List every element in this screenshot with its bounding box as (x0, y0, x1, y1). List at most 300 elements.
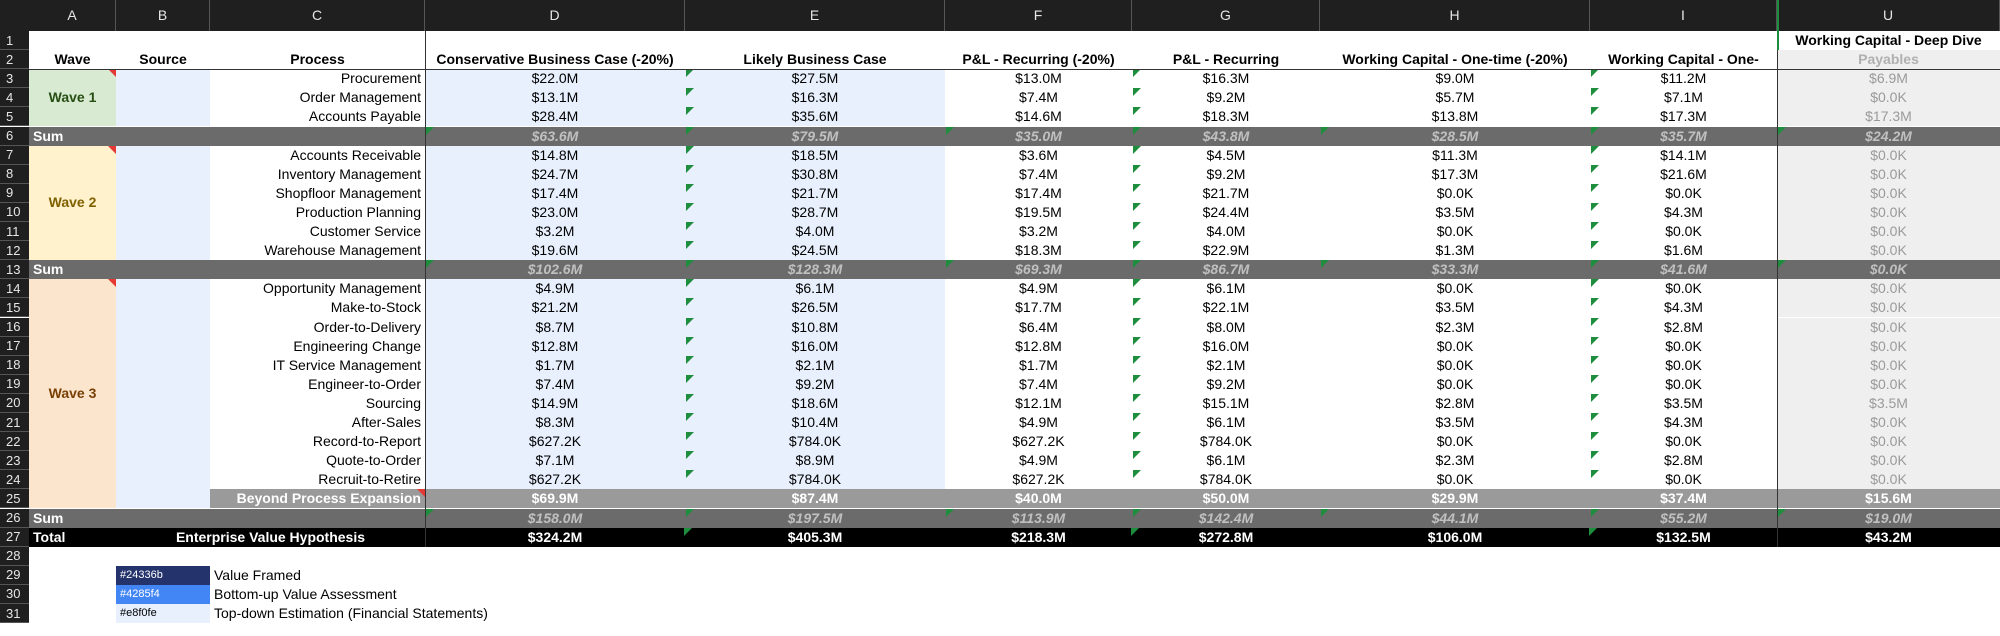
row-header-2[interactable]: 2 (0, 50, 29, 69)
process-name[interactable]: Shopfloor Management (275, 184, 421, 201)
column-header-h[interactable]: H (1320, 0, 1590, 31)
value-cell-i[interactable]: $4.3M (1664, 414, 1703, 431)
note-marker-icon (108, 69, 116, 77)
legend-label[interactable]: Top-down Estimation (Financial Statements) (214, 605, 488, 622)
value-cell-g[interactable]: $16.3M (1202, 70, 1250, 87)
sum-value[interactable]: $24.2M (1865, 127, 1912, 144)
value-cell-d[interactable]: $14.9M (531, 394, 579, 411)
bpe-label[interactable]: Beyond Process Expansion (236, 490, 421, 507)
column-header-b[interactable]: B (116, 0, 210, 31)
comment-marker-icon (1133, 432, 1141, 440)
deep-dive-header[interactable]: Working Capital - Deep Dive (1795, 32, 1982, 49)
process-name[interactable]: Sourcing (365, 394, 421, 411)
row-header-16[interactable]: 16 (0, 318, 29, 337)
legend-label[interactable]: Value Framed (214, 566, 301, 583)
sum-label[interactable]: Sum (33, 261, 64, 278)
value-cell-f[interactable]: $7.4M (1019, 375, 1058, 392)
value-cell-u[interactable]: $0.0K (1777, 241, 2000, 260)
row-header-31[interactable]: 31 (0, 604, 29, 623)
value-cell-e[interactable]: $26.5M (791, 299, 839, 316)
conservative-header[interactable]: Conservative Business Case (-20%) (436, 51, 674, 68)
value-cell-f[interactable]: $1.7M (1019, 356, 1058, 373)
value-cell-f[interactable]: $17.4M (1015, 184, 1062, 201)
value-cell-f[interactable]: $14.6M (1015, 108, 1062, 125)
column-header-e[interactable]: E (685, 0, 945, 31)
value-cell-i[interactable]: $0.0K (1665, 433, 1702, 450)
row-header-23[interactable]: 23 (0, 451, 29, 470)
value-cell-g[interactable]: $4.5M (1206, 146, 1246, 163)
value-cell-d[interactable]: $4.9M (535, 280, 575, 297)
value-cell-d[interactable]: $7.1M (535, 452, 575, 469)
total-value[interactable]: $405.3M (787, 528, 843, 545)
value-cell-u[interactable]: $0.0K (1777, 298, 2000, 317)
comment-marker-icon (1133, 88, 1141, 96)
value-cell-i[interactable]: $14.1M (1660, 146, 1707, 163)
total-value[interactable]: $218.3M (1011, 528, 1066, 545)
row-header-14[interactable]: 14 (0, 279, 29, 298)
value-cell-h[interactable]: $0.0K (1436, 280, 1474, 297)
source-header[interactable]: Source (139, 51, 187, 68)
value-cell-u[interactable]: $0.0K (1777, 279, 2000, 298)
row-header-7[interactable]: 7 (0, 146, 29, 165)
comment-marker-icon (1778, 509, 1786, 517)
comment-marker-icon (1589, 528, 1597, 536)
wave-header[interactable]: Wave (54, 51, 91, 68)
comment-marker-icon (1591, 451, 1599, 459)
row-header-19[interactable]: 19 (0, 375, 29, 394)
row-header-26[interactable]: 26 (0, 509, 29, 528)
value-cell-h[interactable]: $17.3M (1431, 165, 1479, 182)
value-cell-d[interactable]: $19.6M (531, 242, 579, 259)
row-header-17[interactable]: 17 (0, 337, 29, 356)
row-header-8[interactable]: 8 (0, 165, 29, 184)
value-cell-d[interactable]: $627.2K (528, 471, 582, 488)
legend-swatch[interactable]: #4285f4 (116, 585, 210, 604)
comment-marker-icon (686, 165, 694, 173)
total-value[interactable]: $106.0M (1427, 528, 1483, 545)
value-cell-e[interactable]: $28.7M (791, 203, 839, 220)
wave-label[interactable]: Wave 2 (29, 146, 116, 261)
comment-marker-icon (426, 509, 434, 517)
value-cell-d[interactable]: $8.7M (535, 318, 575, 335)
value-cell-f[interactable]: $4.9M (1019, 414, 1058, 431)
column-header-g[interactable]: G (1132, 0, 1320, 31)
value-cell-u[interactable]: $0.0K (1777, 375, 2000, 394)
row-header-13[interactable]: 13 (0, 260, 29, 279)
wave-label[interactable]: Wave 1 (29, 69, 116, 126)
process-name[interactable]: Order-to-Delivery (313, 318, 421, 335)
value-cell-g[interactable]: $8.0M (1206, 318, 1246, 335)
process-name[interactable]: Procurement (340, 70, 421, 87)
value-cell-i[interactable]: $21.6M (1660, 165, 1707, 182)
value-cell-h[interactable]: $5.7M (1435, 89, 1475, 106)
sum-value[interactable]: $113.9M (1011, 509, 1066, 526)
total-value[interactable]: $272.8M (1198, 528, 1254, 545)
value-cell-i[interactable]: $0.0K (1665, 280, 1702, 297)
value-cell-d[interactable]: $3.2M (535, 223, 575, 240)
value-cell-d[interactable]: $22.0M (531, 70, 579, 87)
comment-marker-icon (1133, 356, 1141, 364)
value-cell-h[interactable]: $2.3M (1435, 318, 1475, 335)
wc-onetime-header[interactable]: Working Capital - One- (1608, 51, 1759, 68)
sum-value[interactable]: $55.2M (1660, 509, 1707, 526)
row-header-28[interactable]: 28 (0, 547, 29, 566)
value-cell-h[interactable]: $11.3M (1432, 146, 1478, 163)
value-cell-g[interactable]: $24.4M (1202, 203, 1250, 220)
sum-value[interactable]: $41.6M (1660, 261, 1707, 278)
value-cell-i[interactable]: $0.0K (1665, 375, 1702, 392)
value-cell-u[interactable]: $0.0K (1777, 432, 2000, 451)
note-marker-icon (108, 279, 116, 287)
value-cell-f[interactable]: $13.0M (1015, 70, 1062, 87)
value-cell-i[interactable]: $3.5M (1664, 394, 1703, 411)
process-name[interactable]: Make-to-Stock (330, 299, 421, 316)
value-cell-g[interactable]: $9.2M (1206, 89, 1246, 106)
value-cell-g[interactable]: $18.3M (1202, 108, 1250, 125)
sum-value[interactable]: $35.0M (1015, 127, 1062, 144)
comment-marker-icon (1133, 222, 1141, 230)
value-cell-h[interactable]: $13.8M (1431, 108, 1479, 125)
value-cell-u[interactable]: $17.3M (1777, 107, 2000, 126)
value-cell-u[interactable]: $0.0K (1777, 88, 2000, 107)
row-header-12[interactable]: 12 (0, 241, 29, 260)
comment-marker-icon (1133, 298, 1141, 306)
process-name[interactable]: Quote-to-Order (326, 452, 421, 469)
comment-marker-icon (1591, 470, 1599, 478)
row-header-6[interactable]: 6 (0, 127, 29, 146)
value-cell-h[interactable]: $9.0M (1435, 70, 1475, 87)
value-cell-f[interactable]: $3.2M (1019, 223, 1058, 240)
value-cell-f[interactable]: $19.5M (1015, 203, 1062, 220)
value-cell-f[interactable]: $17.7M (1015, 299, 1062, 316)
column-header-i[interactable]: I (1590, 0, 1777, 31)
comment-marker-icon (1133, 203, 1141, 211)
row-header-21[interactable]: 21 (0, 413, 29, 432)
value-cell-f[interactable]: $4.9M (1019, 280, 1058, 297)
sum-value[interactable]: $86.7M (1202, 261, 1250, 278)
selection-indicator (1777, 0, 1779, 50)
row-header-15[interactable]: 15 (0, 298, 29, 317)
column-header-a[interactable]: A (29, 0, 116, 31)
value-cell-e[interactable]: $16.3M (791, 89, 839, 106)
comment-marker-icon (1778, 260, 1786, 268)
value-cell-u[interactable]: $0.0K (1777, 413, 2000, 432)
value-cell-e[interactable]: $10.4M (791, 414, 839, 431)
value-cell-e[interactable]: $24.5M (791, 242, 839, 259)
sum-value[interactable]: $0.0K (1869, 261, 1908, 278)
value-cell-d[interactable]: $23.0M (531, 203, 579, 220)
legend-swatch[interactable]: #24336b (116, 566, 210, 585)
value-cell-f[interactable]: $12.8M (1015, 337, 1062, 354)
value-cell-g[interactable]: $16.0M (1202, 337, 1250, 354)
comment-marker-icon (1591, 184, 1599, 192)
source-cell[interactable] (116, 146, 210, 261)
bpe-value[interactable]: $50.0M (1202, 490, 1250, 507)
comment-marker-icon (1133, 394, 1141, 402)
value-cell-f[interactable]: $7.4M (1019, 165, 1058, 182)
value-cell-u[interactable]: $0.0K (1777, 203, 2000, 222)
value-cell-i[interactable]: $4.3M (1664, 203, 1703, 220)
value-cell-d[interactable]: $24.7M (531, 165, 579, 182)
bpe-value[interactable]: $29.9M (1431, 490, 1479, 507)
value-cell-f[interactable]: $3.6M (1019, 146, 1058, 163)
value-cell-d[interactable]: $21.2M (531, 299, 579, 316)
row-header-4[interactable]: 4 (0, 88, 29, 107)
value-cell-g[interactable]: $15.1M (1202, 394, 1250, 411)
row-header-5[interactable]: 5 (0, 107, 29, 126)
value-cell-e[interactable]: $21.7M (791, 184, 839, 201)
value-cell-g[interactable]: $9.2M (1206, 375, 1246, 392)
value-cell-e[interactable]: $27.5M (791, 70, 839, 87)
comment-marker-icon (1133, 470, 1141, 478)
sum-value[interactable]: $102.6M (527, 261, 583, 278)
value-cell-i[interactable]: $0.0K (1665, 223, 1702, 240)
comment-marker-icon (686, 279, 694, 287)
value-cell-f[interactable]: $7.4M (1019, 89, 1058, 106)
value-cell-i[interactable]: $0.0K (1665, 356, 1702, 373)
value-cell-e[interactable]: $6.1M (795, 280, 835, 297)
comment-marker-icon (686, 260, 694, 268)
value-cell-h[interactable]: $0.0K (1436, 375, 1474, 392)
value-cell-u[interactable]: $0.0K (1777, 184, 2000, 203)
value-cell-h[interactable]: $3.5M (1435, 299, 1475, 316)
value-cell-e[interactable]: $784.0K (788, 433, 842, 450)
sum-value[interactable]: $44.1M (1431, 509, 1479, 526)
process-name[interactable]: IT Service Management (272, 356, 421, 373)
legend-label[interactable]: Bottom-up Value Assessment (214, 585, 397, 602)
sum-value[interactable]: $69.3M (1015, 261, 1062, 278)
value-cell-h[interactable]: $1.3M (1435, 242, 1475, 259)
value-cell-h[interactable]: $0.0K (1436, 356, 1474, 373)
value-cell-g[interactable]: $6.1M (1206, 452, 1246, 469)
process-name[interactable]: Warehouse Management (264, 242, 421, 259)
sum-value[interactable]: $79.5M (791, 127, 839, 144)
value-cell-u[interactable]: $3.5M (1777, 394, 2000, 413)
pl-recurring-header[interactable]: P&L - Recurring (1172, 51, 1280, 68)
value-cell-u[interactable]: $0.0K (1777, 470, 2000, 489)
value-cell-d[interactable]: $627.2K (528, 433, 582, 450)
pl-recurring-20-header[interactable]: P&L - Recurring (-20%) (962, 51, 1115, 68)
value-cell-i[interactable]: $4.3M (1664, 299, 1703, 316)
row-header-10[interactable]: 10 (0, 203, 29, 222)
row-header-9[interactable]: 9 (0, 184, 29, 203)
process-name[interactable]: Customer Service (309, 223, 421, 240)
comment-marker-icon (426, 127, 434, 135)
bpe-value[interactable]: $87.4M (791, 490, 839, 507)
process-name[interactable]: Engineering Change (293, 337, 421, 354)
bpe-value[interactable]: $37.4M (1660, 490, 1707, 507)
sum-value[interactable]: $128.3M (787, 261, 843, 278)
value-cell-i[interactable]: $2.8M (1664, 452, 1703, 469)
legend-swatch[interactable]: #e8f0fe (116, 604, 210, 623)
value-cell-g[interactable]: $22.9M (1202, 242, 1250, 259)
comment-marker-icon (1591, 107, 1599, 115)
value-cell-h[interactable]: $0.0K (1436, 471, 1474, 488)
value-cell-g[interactable]: $6.1M (1206, 414, 1246, 431)
value-cell-e[interactable]: $9.2M (795, 375, 835, 392)
value-cell-d[interactable]: $1.7M (535, 356, 575, 373)
total-label[interactable]: Total (33, 528, 66, 545)
value-cell-h[interactable]: $0.0K (1436, 223, 1474, 240)
process-name[interactable]: Recruit-to-Retire (318, 471, 421, 488)
value-cell-u[interactable]: $0.0K (1777, 222, 2000, 241)
row-header-27[interactable]: 27 (0, 528, 29, 547)
value-cell-g[interactable]: $22.1M (1202, 299, 1250, 316)
value-cell-u[interactable]: $0.0K (1777, 451, 2000, 470)
value-cell-g[interactable]: $9.2M (1206, 165, 1246, 182)
header-underline (29, 69, 2000, 70)
source-cell[interactable] (116, 69, 210, 126)
row-header-20[interactable]: 20 (0, 394, 29, 413)
process-name[interactable]: Production Planning (295, 203, 421, 220)
value-cell-h[interactable]: $0.0K (1436, 337, 1474, 354)
value-cell-i[interactable]: $1.6M (1664, 242, 1703, 259)
value-cell-u[interactable]: $6.9M (1777, 69, 2000, 88)
comment-marker-icon (1321, 260, 1329, 268)
value-cell-d[interactable]: $28.4M (531, 108, 579, 125)
value-cell-f[interactable]: $627.2K (1012, 471, 1065, 488)
comment-marker-icon (1133, 69, 1141, 77)
source-cell[interactable] (116, 279, 210, 508)
process-name[interactable]: Record-to-Report (312, 433, 421, 450)
value-cell-h[interactable]: $3.5M (1435, 414, 1475, 431)
value-cell-e[interactable]: $4.0M (795, 223, 835, 240)
sum-value[interactable]: $19.0M (1865, 509, 1912, 526)
wave-label[interactable]: Wave 3 (29, 279, 116, 508)
comment-marker-icon (686, 394, 694, 402)
value-cell-g[interactable]: $784.0K (1199, 471, 1253, 488)
value-cell-h[interactable]: $0.0K (1436, 184, 1474, 201)
value-cell-e[interactable]: $8.9M (795, 452, 835, 469)
process-header[interactable]: Process (290, 51, 345, 68)
bpe-value[interactable]: $15.6M (1865, 490, 1912, 507)
value-cell-d[interactable]: $8.3M (535, 414, 575, 431)
comment-marker-icon (686, 413, 694, 421)
value-cell-u[interactable]: $0.0K (1777, 165, 2000, 184)
value-cell-h[interactable]: $3.5M (1435, 203, 1475, 220)
payables-header[interactable]: Payables (1777, 50, 2000, 69)
value-cell-f[interactable]: $6.4M (1019, 318, 1058, 335)
value-cell-g[interactable]: $2.1M (1206, 356, 1246, 373)
value-cell-d[interactable]: $13.1M (531, 89, 579, 106)
value-cell-e[interactable]: $18.6M (791, 394, 839, 411)
value-cell-d[interactable]: $17.4M (531, 184, 579, 201)
value-cell-i[interactable]: $11.2M (1660, 70, 1707, 87)
select-all-corner[interactable] (0, 0, 29, 31)
value-cell-u[interactable]: $0.0K (1777, 356, 2000, 375)
value-cell-e[interactable]: $35.6M (791, 108, 839, 125)
value-cell-u[interactable]: $0.0K (1777, 146, 2000, 165)
row-header-3[interactable]: 3 (0, 69, 29, 88)
value-cell-d[interactable]: $12.8M (531, 337, 579, 354)
likely-header[interactable]: Likely Business Case (743, 51, 887, 68)
value-cell-g[interactable]: $21.7M (1202, 184, 1250, 201)
process-name[interactable]: Accounts Receivable (290, 146, 421, 163)
value-cell-e[interactable]: $784.0K (788, 471, 842, 488)
sum-value[interactable]: $35.7M (1660, 127, 1707, 144)
sum-value[interactable]: $33.3M (1431, 261, 1479, 278)
column-border (1777, 31, 1778, 547)
value-cell-i[interactable]: $7.1M (1664, 89, 1703, 106)
wc-onetime-20-header[interactable]: Working Capital - One-time (-20%) (1342, 51, 1568, 68)
process-name[interactable]: Inventory Management (277, 165, 421, 182)
value-cell-e[interactable]: $18.5M (791, 146, 839, 163)
sum-value[interactable]: $197.5M (787, 509, 843, 526)
value-cell-e[interactable]: $10.8M (791, 318, 839, 335)
total-process-label[interactable]: Enterprise Value Hypothesis (175, 528, 366, 545)
value-cell-e[interactable]: $16.0M (791, 337, 839, 354)
sum-label[interactable]: Sum (33, 127, 64, 144)
sum-value[interactable]: $43.8M (1202, 127, 1250, 144)
sum-value[interactable]: $28.5M (1431, 127, 1479, 144)
sum-value[interactable]: $158.0M (527, 509, 583, 526)
column-header-c[interactable]: C (210, 0, 425, 31)
process-name[interactable]: Engineer-to-Order (308, 375, 421, 392)
value-cell-h[interactable]: $0.0K (1436, 433, 1474, 450)
value-cell-i[interactable]: $0.0K (1665, 337, 1702, 354)
value-cell-e[interactable]: $30.8M (791, 165, 839, 182)
comment-marker-icon (686, 203, 694, 211)
value-cell-f[interactable]: $12.1M (1015, 394, 1062, 411)
value-cell-e[interactable]: $2.1M (795, 356, 835, 373)
value-cell-u[interactable]: $0.0K (1777, 337, 2000, 356)
column-header-d[interactable]: D (425, 0, 685, 31)
row-header-1[interactable]: 1 (0, 31, 29, 50)
comment-marker-icon (1591, 69, 1599, 77)
bpe-value[interactable]: $40.0M (1015, 490, 1062, 507)
row-header-11[interactable]: 11 (0, 222, 29, 241)
total-value[interactable]: $132.5M (1656, 528, 1711, 545)
value-cell-i[interactable]: $0.0K (1665, 471, 1702, 488)
total-value[interactable]: $43.2M (1865, 528, 1912, 545)
row-header-25[interactable]: 25 (0, 489, 29, 508)
value-cell-i[interactable]: $17.3M (1660, 108, 1707, 125)
row-header-18[interactable]: 18 (0, 356, 29, 375)
comment-marker-icon (684, 528, 692, 536)
row-header-29[interactable]: 29 (0, 566, 29, 585)
value-cell-f[interactable]: $627.2K (1012, 433, 1065, 450)
sum-label[interactable]: Sum (33, 509, 64, 526)
value-cell-i[interactable]: $2.8M (1664, 318, 1703, 335)
row-header-22[interactable]: 22 (0, 432, 29, 451)
process-name[interactable]: Accounts Payable (308, 108, 421, 125)
value-cell-d[interactable]: $14.8M (531, 146, 579, 163)
column-header-f[interactable]: F (945, 0, 1132, 31)
process-name[interactable]: Order Management (299, 89, 421, 106)
process-name[interactable]: After-Sales (351, 414, 421, 431)
sum-value[interactable]: $63.6M (531, 127, 579, 144)
value-cell-h[interactable]: $2.8M (1435, 394, 1475, 411)
process-name[interactable]: Opportunity Management (263, 280, 421, 297)
value-cell-u[interactable]: $0.0K (1777, 318, 2000, 337)
value-cell-f[interactable]: $4.9M (1019, 452, 1058, 469)
value-cell-g[interactable]: $784.0K (1199, 433, 1253, 450)
row-header-24[interactable]: 24 (0, 470, 29, 489)
value-cell-h[interactable]: $2.3M (1435, 452, 1475, 469)
comment-marker-icon (1133, 279, 1141, 287)
sum-value[interactable]: $142.4M (1198, 509, 1254, 526)
value-cell-g[interactable]: $4.0M (1206, 223, 1246, 240)
row-header-30[interactable]: 30 (0, 585, 29, 604)
value-cell-d[interactable]: $7.4M (535, 375, 575, 392)
total-value[interactable]: $324.2M (527, 528, 583, 545)
value-cell-i[interactable]: $0.0K (1665, 184, 1702, 201)
column-header-u[interactable]: U (1777, 0, 2000, 31)
comment-marker-icon (1133, 318, 1141, 326)
value-cell-f[interactable]: $18.3M (1015, 242, 1062, 259)
bpe-value[interactable]: $69.9M (531, 490, 579, 507)
value-cell-g[interactable]: $6.1M (1206, 280, 1246, 297)
